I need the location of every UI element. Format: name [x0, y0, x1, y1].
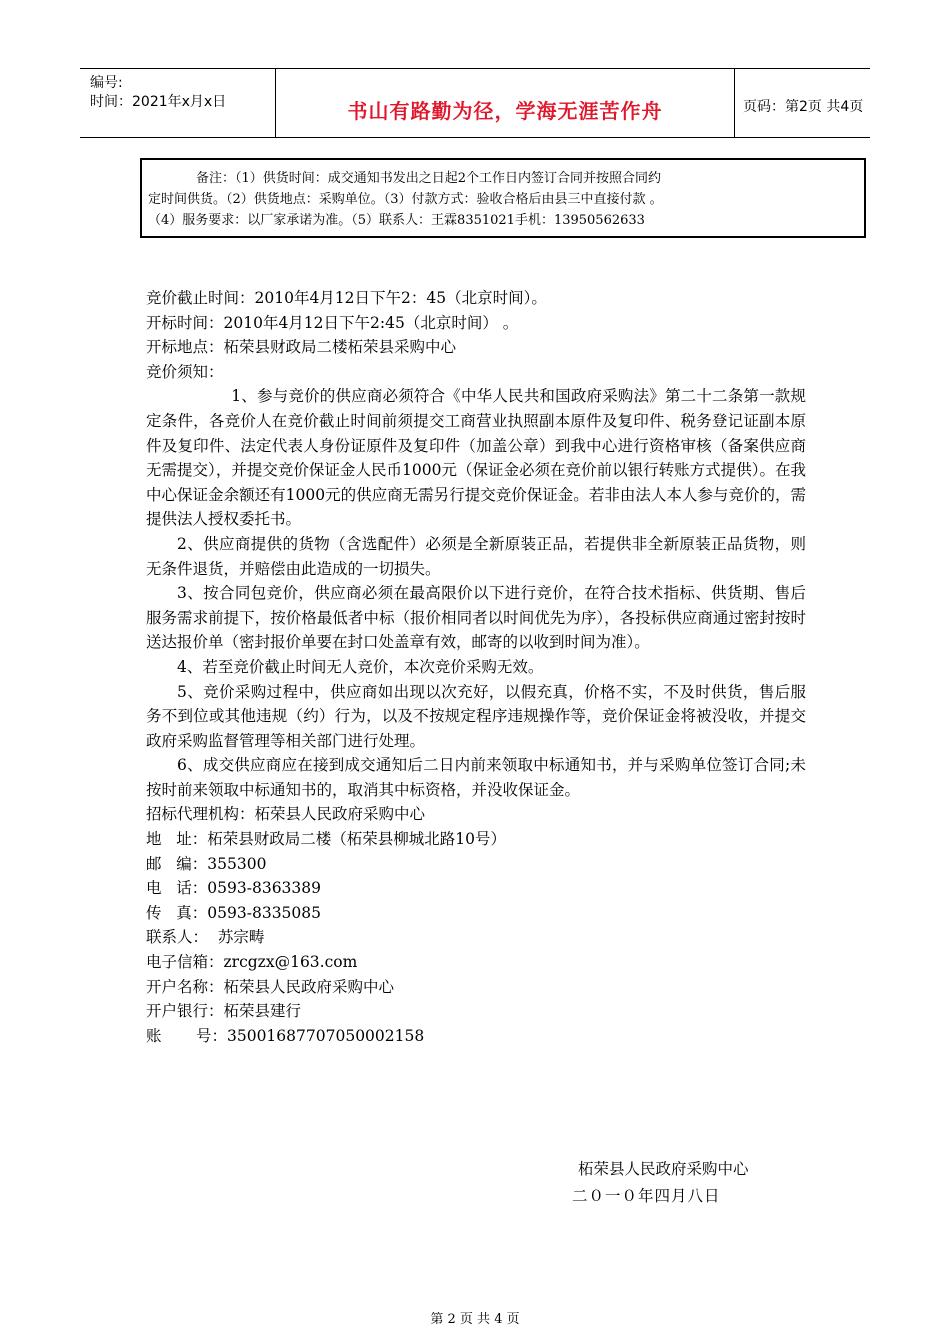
agency-phone: 电 话：0593-8363389 — [146, 879, 321, 898]
notice-clause-4: 4、若至竞价截止时间无人竞价，本次竞价采购无效。 — [177, 657, 544, 676]
page-footer: 第 2 页 共 4 页 — [430, 1312, 520, 1327]
bid-deadline: 竞价截止时间：2010年4月12日下午2：45（北京时间）。 — [146, 289, 547, 307]
agency-fax: 传 真：0593-8335085 — [146, 903, 321, 922]
notice-clause-1: 1、参与竞价的供应商必须符合《中华人民共和国政府采购法》第二十二条第一款规定条件，各竞价人在竞价截止时间前须提交工商营业执照副本原件及复印件、税务登记证副本原件及复印件、法定代表人身份证原件及复印件（加盖公章）到我中心进行资格审核（备案供应商无需提交），并提交竞价保证金人民币1000元（保证金必须在竞价前以银行转账方式提供）。在我中心保证金余额还有1000元的供应商无需另行提交竞价保证金。若非由法人本人参与竞价的，需提供法人授权委托书。 — [146, 387, 806, 529]
notice-clause-3: 3、按合同包竞价，供应商必须在最高限价以下进行竞价，在符合技术指标、供货期、售后服务需求前提下，按价格最低者中标（报价相同者以时间优先为序），各投标供应商通过密封按时送达报价单（密封报价单要在封口处盖章有效，邮寄的以收到时间为准）。 — [146, 584, 806, 652]
document-number-label: 编号: — [90, 75, 123, 91]
bid-notice-title: 竞价须知： — [146, 362, 224, 381]
notice-clause-6: 6、成交供应商应在接到成交通知后二日内前来领取中标通知书，并与采购单位签订合同;未按时前来领取中标通知书的，取消其中标资格，并没收保证金。 — [146, 756, 806, 799]
agency-contact: 联系人： 苏宗畴 — [146, 928, 265, 947]
document-body — [146, 286, 806, 1048]
notice-clause-5: 5、竞价采购过程中，供应商如出现以次充好，以假充真，价格不实，不及时供货，售后服务不到位或其他违规（约）行为，以及不按规定程序违规操作等，竞价保证金将被没收，并提交政府采购监督管理等相关部门进行处理。 — [146, 682, 806, 750]
bank-account-number: 账 号：35001687707050002158 — [146, 1026, 425, 1045]
opening-time: 开标时间：2010年4月12日下午2:45（北京时间） 。 — [146, 313, 519, 332]
bank-account-name: 开户名称：柘荣县人民政府采购中心 — [146, 977, 395, 996]
opening-place: 开标地点：柘荣县财政局二楼柘荣县采购中心 — [146, 338, 457, 357]
header-page-cell — [735, 69, 870, 137]
agency-email: 电子信箱：zrcgzx@163.com — [146, 953, 358, 972]
header-meta-cell — [80, 69, 276, 137]
header-motto-cell — [276, 69, 735, 137]
signature-org: 柘荣县人民政府采购中心 — [578, 1160, 749, 1178]
header-motto: 书山有路勤为径，学海无涯苦作舟 — [347, 99, 663, 123]
remarks-line-2: 定时间供货。（2）供货地点：采购单位。（3）付款方式：验收合格后由县三中直接付款 。 — [148, 192, 663, 207]
bank-name: 开户银行：柘荣县建行 — [146, 1002, 302, 1021]
agency-address: 地 址：柘荣县财政局二楼（柘荣县柳城北路10号） — [146, 830, 507, 849]
agency-postcode: 邮 编：355300 — [146, 854, 267, 873]
remarks-line-3: （4）服务要求：以厂家承诺为准。（5）联系人：王霖8351021手机：13950562633 — [148, 213, 645, 228]
remarks-line-1: 备注：（1）供货时间：成交通知书发出之日起2个工作日内签订合同并按照合同约 — [196, 171, 662, 186]
page-header — [80, 68, 870, 138]
agency-name: 招标代理机构：柘荣县人民政府采购中心 — [146, 805, 426, 824]
signature-date: 二０一０年四月八日 — [572, 1187, 721, 1205]
document-time-label: 时间：2021年x月x日 — [90, 94, 227, 110]
remarks-box — [140, 158, 866, 238]
notice-clause-2: 2、供应商提供的货物（含选配件）必须是全新原装正品，若提供非全新原装正品货物，则无条件退货，并赔偿由此造成的一切损失。 — [146, 534, 806, 578]
header-page-info: 页码：第2页 共4页 — [743, 99, 864, 115]
